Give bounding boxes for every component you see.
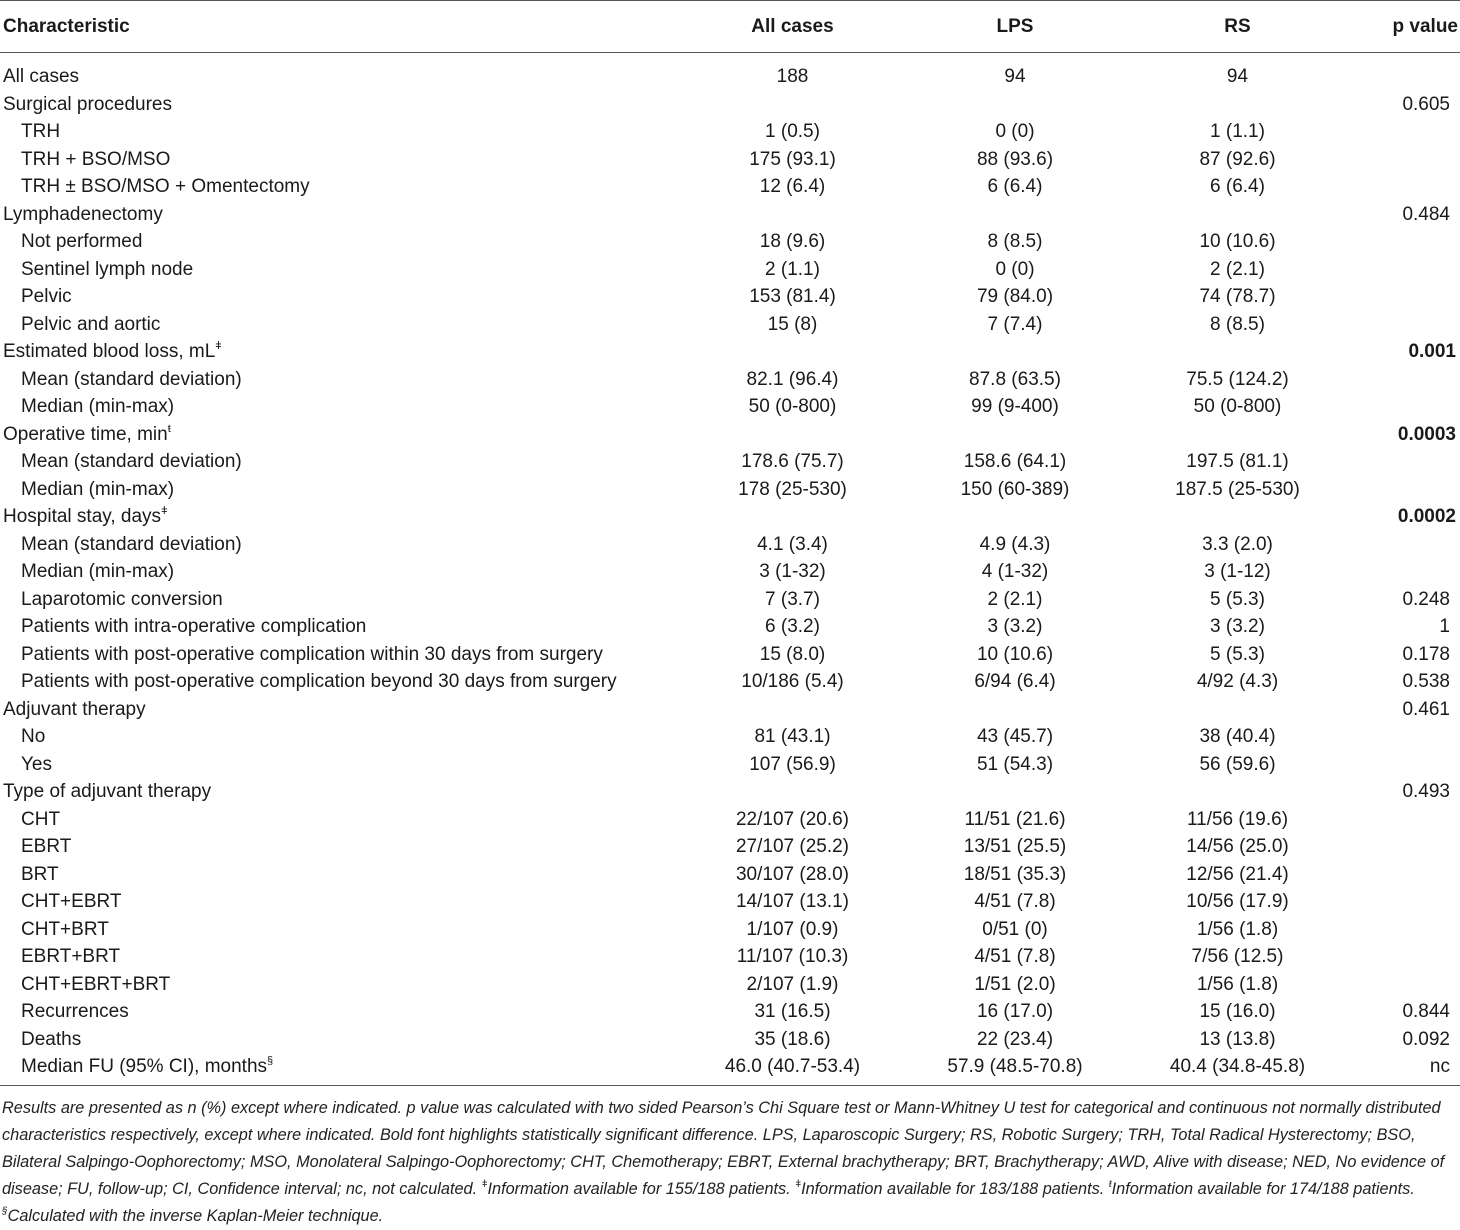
table-body — [0, 53, 1460, 1086]
lps-cell: 7 (7.4) — [987, 313, 1043, 335]
all-cases-cell: 18 (9.6) — [759, 231, 826, 252]
all-cases-cell — [680, 201, 905, 229]
rs-cell: 11/56 (19.6) — [1186, 808, 1289, 830]
row-label: Yes — [21, 753, 52, 775]
rs-cell — [1125, 338, 1350, 366]
lps-cell: 0/51 (0) — [982, 918, 1048, 940]
p-value-cell — [1350, 806, 1460, 834]
row-label-cell — [0, 778, 680, 806]
rs-cell — [1125, 201, 1350, 229]
rs-cell: 75.5 (124.2) — [1186, 368, 1289, 390]
row-label-cell — [0, 723, 680, 751]
p-value-cell: 0.605 — [1402, 93, 1450, 115]
lps-cell: 99 (9-400) — [971, 396, 1059, 417]
p-value-cell: 0.844 — [1402, 1001, 1450, 1022]
row-label: Pelvic — [21, 286, 72, 307]
row-label: Mean (standard deviation) — [21, 368, 242, 390]
table-row — [0, 421, 1460, 449]
all-cases-cell: 35 (18.6) — [754, 1028, 831, 1050]
all-cases-cell: 50 (0-800) — [748, 396, 837, 417]
table-row — [0, 173, 1460, 201]
p-value-cell — [1350, 393, 1460, 421]
row-label-cell — [0, 311, 680, 339]
rs-cell: 1/56 (1.8) — [1196, 973, 1279, 995]
row-label-cell — [0, 861, 680, 889]
p-value-cell — [1350, 118, 1460, 146]
lps-cell: 22 (23.4) — [976, 1028, 1054, 1050]
header-p-value: p value — [1350, 1, 1460, 53]
table-footnote — [2, 1095, 1458, 1230]
p-value-cell — [1350, 558, 1460, 586]
table-row — [0, 888, 1460, 916]
row-label-cell — [0, 146, 680, 174]
rs-cell: 3 (3.2) — [1210, 616, 1265, 637]
row-label: TRH ± BSO/MSO + Omentectomy — [21, 176, 310, 197]
footnote-note: Calculated with the inverse Kaplan-Meier technique. — [7, 1207, 384, 1225]
table-row — [0, 448, 1460, 476]
table-row — [0, 861, 1460, 889]
rs-cell: 12/56 (21.4) — [1186, 863, 1289, 885]
lps-cell — [905, 696, 1125, 724]
rs-cell — [1125, 696, 1350, 724]
row-label: CHT — [21, 808, 61, 830]
table-row — [0, 751, 1460, 779]
row-label: Laparotomic conversion — [21, 588, 223, 610]
footnote-mark: § — [2, 1206, 8, 1217]
p-value-cell: 0.538 — [1402, 671, 1450, 692]
lps-cell: 51 (54.3) — [976, 753, 1054, 775]
all-cases-cell: 178 (25-530) — [738, 478, 847, 500]
row-label: Sentinel lymph node — [21, 258, 194, 280]
rs-cell: 10/56 (17.9) — [1186, 891, 1289, 912]
all-cases-cell: 10/186 (5.4) — [741, 671, 844, 692]
footnote-note: Information available for 155/188 patients. — [487, 1180, 791, 1198]
p-value-cell — [1350, 861, 1460, 889]
lps-cell — [905, 778, 1125, 806]
table-row — [0, 696, 1460, 724]
row-label: Hospital stay, days — [3, 506, 162, 527]
p-value-cell: 0.484 — [1402, 203, 1450, 225]
lps-cell: 2 (2.1) — [987, 588, 1043, 610]
rs-cell: 2 (2.1) — [1210, 258, 1265, 280]
row-label: Median (min-max) — [21, 561, 175, 582]
footnote-mark: ǂ — [161, 505, 168, 517]
row-label-cell — [0, 888, 680, 916]
table-row — [0, 256, 1460, 284]
row-label: All cases — [3, 66, 80, 87]
p-value-cell — [1350, 751, 1460, 779]
row-label-cell — [0, 998, 680, 1026]
p-value-cell — [1350, 888, 1460, 916]
rs-cell: 187.5 (25-530) — [1175, 478, 1300, 500]
lps-cell: 43 (45.7) — [976, 726, 1054, 747]
row-label: Type of adjuvant therapy — [3, 781, 212, 802]
rs-cell: 87 (92.6) — [1199, 148, 1276, 170]
rs-cell: 6 (6.4) — [1210, 176, 1265, 197]
table-row — [0, 201, 1460, 229]
table-row — [0, 338, 1460, 366]
p-value-cell: 0.0002 — [1397, 506, 1456, 527]
table-row — [0, 53, 1460, 91]
row-label: Patients with intra-operative complication — [21, 616, 367, 637]
table-row — [0, 366, 1460, 394]
footnote-mark: ŧ — [167, 422, 171, 435]
table-row — [0, 998, 1460, 1026]
rs-cell — [1125, 503, 1350, 531]
rs-cell: 1/56 (1.8) — [1196, 918, 1279, 940]
p-value-cell — [1350, 916, 1460, 944]
p-value-cell: 0.0003 — [1397, 423, 1456, 445]
row-label-cell — [0, 1053, 680, 1085]
row-label-cell — [0, 338, 680, 366]
row-label-cell — [0, 256, 680, 284]
lps-cell: 0 (0) — [995, 121, 1035, 142]
header-all-cases: All cases — [680, 1, 905, 53]
p-value-cell: 0.092 — [1402, 1028, 1450, 1050]
row-label: Surgical procedures — [3, 93, 172, 115]
all-cases-cell: 81 (43.1) — [754, 726, 831, 747]
row-label: CHT+EBRT — [21, 891, 122, 912]
p-value-cell: 1 — [1439, 616, 1450, 637]
all-cases-cell: 4.1 (3.4) — [757, 533, 828, 555]
table-row — [0, 558, 1460, 586]
header-characteristic: Characteristic — [0, 1, 680, 53]
row-label: BRT — [21, 863, 59, 885]
row-label: TRH + BSO/MSO — [21, 148, 171, 170]
table-row — [0, 393, 1460, 421]
all-cases-cell: 46.0 (40.7-53.4) — [680, 1053, 905, 1085]
all-cases-cell — [680, 91, 905, 119]
row-label: CHT+EBRT+BRT — [21, 973, 171, 995]
all-cases-cell — [680, 696, 905, 724]
lps-cell: 6/94 (6.4) — [974, 671, 1056, 692]
row-label-cell — [0, 971, 680, 999]
all-cases-cell: 188 — [776, 66, 809, 87]
rs-cell: 5 (5.3) — [1210, 588, 1265, 610]
all-cases-cell: 2/107 (1.9) — [746, 973, 839, 995]
table-row — [0, 613, 1460, 641]
all-cases-cell — [680, 503, 905, 531]
rs-cell: 3.3 (2.0) — [1202, 533, 1273, 555]
rs-cell: 56 (59.6) — [1199, 753, 1276, 775]
table-row — [0, 833, 1460, 861]
all-cases-cell: 12 (6.4) — [759, 176, 826, 197]
rs-cell: 15 (16.0) — [1199, 1001, 1276, 1022]
lps-cell: 87.8 (63.5) — [969, 368, 1061, 390]
rs-cell: 14/56 (25.0) — [1186, 836, 1289, 857]
row-label-cell — [0, 118, 680, 146]
all-cases-cell: 3 (1-32) — [759, 561, 826, 582]
table-row — [0, 943, 1460, 971]
table-row — [0, 283, 1460, 311]
all-cases-cell: 1 (0.5) — [765, 121, 820, 142]
all-cases-cell: 15 (8.0) — [759, 643, 826, 665]
footnote-mark: ǂ — [795, 1179, 802, 1190]
p-value-cell — [1350, 311, 1460, 339]
row-label: Mean (standard deviation) — [21, 451, 242, 472]
table-row — [0, 91, 1460, 119]
row-label-cell — [0, 916, 680, 944]
row-label: EBRT — [21, 836, 72, 857]
table-row — [0, 641, 1460, 669]
table-row — [0, 778, 1460, 806]
table-row — [0, 806, 1460, 834]
rs-cell: 13 (13.8) — [1199, 1028, 1276, 1050]
row-label-cell — [0, 613, 680, 641]
row-label: Median FU (95% CI), months — [21, 1056, 268, 1077]
p-value-cell: 0.248 — [1402, 588, 1450, 610]
footnote-note: Information available for 183/188 patients. — [801, 1180, 1105, 1198]
row-label-cell — [0, 751, 680, 779]
table-row — [0, 118, 1460, 146]
row-label: Median (min-max) — [21, 478, 175, 500]
all-cases-cell: 22/107 (20.6) — [735, 808, 850, 830]
rs-cell — [1125, 421, 1350, 449]
row-label-cell — [0, 503, 680, 531]
table-header — [0, 1, 1460, 53]
p-value-cell — [1350, 833, 1460, 861]
lps-cell — [905, 421, 1125, 449]
row-label: Operative time, min — [3, 423, 168, 445]
p-value-cell: 0.461 — [1402, 698, 1450, 720]
p-value-cell — [1350, 146, 1460, 174]
lps-cell: 4.9 (4.3) — [979, 533, 1051, 555]
row-label-cell — [0, 833, 680, 861]
all-cases-cell: 2 (1.1) — [765, 258, 820, 280]
all-cases-cell: 14/107 (13.1) — [735, 891, 850, 912]
row-label-cell — [0, 476, 680, 504]
lps-cell: 4 (1-32) — [981, 561, 1049, 582]
row-label-cell — [0, 283, 680, 311]
row-label-cell — [0, 806, 680, 834]
row-label-cell — [0, 943, 680, 971]
table-row — [0, 723, 1460, 751]
table-row — [0, 503, 1460, 531]
p-value-cell: 0.178 — [1402, 643, 1450, 665]
row-label-cell — [0, 696, 680, 724]
rs-cell: 4/92 (4.3) — [1196, 671, 1279, 692]
row-label: TRH — [21, 121, 61, 142]
rs-cell — [1125, 91, 1350, 119]
p-value-cell: 0.493 — [1402, 781, 1450, 802]
rs-cell: 1 (1.1) — [1210, 121, 1265, 142]
all-cases-cell: 7 (3.7) — [765, 588, 820, 610]
rs-cell: 7/56 (12.5) — [1191, 946, 1284, 967]
all-cases-cell: 27/107 (25.2) — [735, 836, 850, 857]
footnote-mark: ǂ — [481, 1179, 488, 1190]
lps-cell: 1/51 (2.0) — [974, 973, 1056, 995]
lps-cell: 13/51 (25.5) — [963, 836, 1067, 857]
row-label-cell — [0, 366, 680, 394]
row-label-cell — [0, 173, 680, 201]
row-label: Lymphadenectomy — [3, 203, 163, 225]
p-value-cell — [1350, 173, 1460, 201]
rs-cell: 94 — [1226, 66, 1249, 87]
lps-cell: 10 (10.6) — [976, 643, 1054, 665]
p-value-cell — [1350, 283, 1460, 311]
header-lps: LPS — [905, 1, 1125, 53]
row-label-cell — [0, 91, 680, 119]
lps-cell: 4/51 (7.8) — [974, 891, 1056, 912]
table-row — [0, 916, 1460, 944]
row-label-cell — [0, 393, 680, 421]
lps-cell: 57.9 (48.5-70.8) — [905, 1053, 1125, 1085]
p-value-cell — [1350, 971, 1460, 999]
lps-cell — [905, 91, 1125, 119]
row-label: Patients with post-operative complication within 30 days from surgery — [21, 643, 603, 665]
lps-cell: 158.6 (64.1) — [963, 451, 1067, 472]
rs-cell: 5 (5.3) — [1210, 643, 1265, 665]
row-label: Median (min-max) — [21, 396, 175, 417]
lps-cell: 18/51 (35.3) — [963, 863, 1067, 885]
rs-cell: 3 (1-12) — [1204, 561, 1271, 582]
all-cases-cell: 1/107 (0.9) — [746, 918, 839, 940]
row-label: Adjuvant therapy — [3, 698, 146, 720]
rs-cell: 40.4 (34.8-45.8) — [1125, 1053, 1350, 1085]
footnote-text: Results are presented as n (%) except where indicated. p value was calculated with two sided Pearson’s Chi Square test or Mann-Whitney U test for categorical and continuous not normally distributed characteristics respectively, except where indicated. Bold font highlights statistically significant difference. LPS, Laparoscopic Surgery; RS, Robotic Surgery; TRH, Total Radical Hysterectomy; BSO, Bilateral Salpingo-Oophorectomy; MSO, Monolateral Salpingo-Oophorectomy; CHT, Chemotherapy; EBRT, External brachytherapy; BRT, Brachytherapy; AWD, Alive with disease; NED, No evidence of disease; FU, follow-up; CI, Confidence interval; nc, not calculated. — [2, 1099, 1445, 1198]
row-label: Patients with post-operative complication beyond 30 days from surgery — [21, 671, 617, 692]
row-label-cell — [0, 668, 680, 696]
p-value-cell — [1350, 228, 1460, 256]
table-row — [0, 531, 1460, 559]
lps-cell: 11/51 (21.6) — [964, 808, 1066, 830]
row-label: EBRT+BRT — [21, 946, 121, 967]
rs-cell: 8 (8.5) — [1210, 313, 1265, 335]
row-label: Pelvic and aortic — [21, 313, 161, 335]
row-label: CHT+BRT — [21, 918, 109, 940]
lps-cell: 4/51 (7.8) — [974, 946, 1056, 967]
row-label-cell — [0, 558, 680, 586]
table-row — [0, 228, 1460, 256]
row-label: Mean (standard deviation) — [21, 533, 242, 555]
all-cases-cell: 31 (16.5) — [754, 1001, 831, 1022]
row-label: Recurrences — [21, 1001, 129, 1022]
all-cases-cell: 11/107 (10.3) — [736, 946, 849, 967]
all-cases-cell: 107 (56.9) — [749, 753, 836, 775]
table-row — [0, 668, 1460, 696]
p-value-cell — [1350, 256, 1460, 284]
lps-cell: 150 (60-389) — [960, 478, 1070, 500]
lps-cell: 79 (84.0) — [976, 286, 1054, 307]
lps-cell — [905, 201, 1125, 229]
p-value-cell — [1350, 366, 1460, 394]
table-row — [0, 586, 1460, 614]
rs-cell: 74 (78.7) — [1199, 286, 1276, 307]
row-label-cell — [0, 53, 680, 91]
row-label: Estimated blood loss, mL — [3, 341, 216, 362]
lps-cell — [905, 503, 1125, 531]
row-label: Not performed — [21, 231, 143, 252]
p-value-cell — [1350, 53, 1460, 91]
all-cases-cell: 153 (81.4) — [749, 286, 836, 307]
table-row — [0, 1053, 1460, 1085]
row-label-cell — [0, 421, 680, 449]
row-label-cell — [0, 1026, 680, 1054]
lps-cell: 88 (93.6) — [976, 148, 1054, 170]
all-cases-cell: 178.6 (75.7) — [741, 451, 844, 472]
table-row — [0, 311, 1460, 339]
p-value-cell — [1350, 943, 1460, 971]
all-cases-cell: 6 (3.2) — [765, 616, 820, 637]
footnote-mark: ǂ — [215, 340, 222, 352]
table-row — [0, 146, 1460, 174]
row-label-cell — [0, 228, 680, 256]
lps-cell — [905, 338, 1125, 366]
p-value-cell: 0.001 — [1408, 341, 1456, 362]
p-value-cell — [1350, 723, 1460, 751]
table-row — [0, 1026, 1460, 1054]
lps-cell: 3 (3.2) — [987, 616, 1043, 637]
footnote-note: Information available for 174/188 patients. — [1111, 1180, 1415, 1198]
all-cases-cell: 175 (93.1) — [749, 148, 836, 170]
lps-cell: 8 (8.5) — [987, 231, 1043, 252]
row-label-cell — [0, 448, 680, 476]
lps-cell: 0 (0) — [995, 258, 1035, 280]
table-row — [0, 971, 1460, 999]
all-cases-cell — [680, 778, 905, 806]
header-rs: RS — [1125, 1, 1350, 53]
footnote-mark: § — [267, 1055, 274, 1067]
rs-cell: 50 (0-800) — [1193, 396, 1282, 417]
row-label-cell — [0, 531, 680, 559]
footnote-mark: ŧ — [1108, 1179, 1112, 1190]
table-row — [0, 476, 1460, 504]
row-label: Deaths — [21, 1028, 82, 1050]
all-cases-cell: 82.1 (96.4) — [746, 368, 839, 390]
lps-cell: 16 (17.0) — [976, 1001, 1054, 1022]
row-label-cell — [0, 201, 680, 229]
lps-cell: 94 — [1004, 66, 1026, 87]
row-label-cell — [0, 641, 680, 669]
all-cases-cell: 15 (8) — [767, 313, 818, 335]
row-label: No — [21, 726, 46, 747]
row-label-cell — [0, 586, 680, 614]
rs-cell: 10 (10.6) — [1199, 231, 1276, 252]
lps-cell: 6 (6.4) — [987, 176, 1043, 197]
p-value-cell — [1350, 531, 1460, 559]
p-value-cell — [1350, 476, 1460, 504]
all-cases-cell — [680, 338, 905, 366]
all-cases-cell: 30/107 (28.0) — [735, 863, 850, 885]
all-cases-cell — [680, 421, 905, 449]
p-value-cell — [1350, 448, 1460, 476]
rs-cell: 197.5 (81.1) — [1186, 451, 1289, 472]
p-value-cell: nc — [1350, 1053, 1460, 1085]
rs-cell — [1125, 778, 1350, 806]
rs-cell: 38 (40.4) — [1199, 726, 1276, 747]
